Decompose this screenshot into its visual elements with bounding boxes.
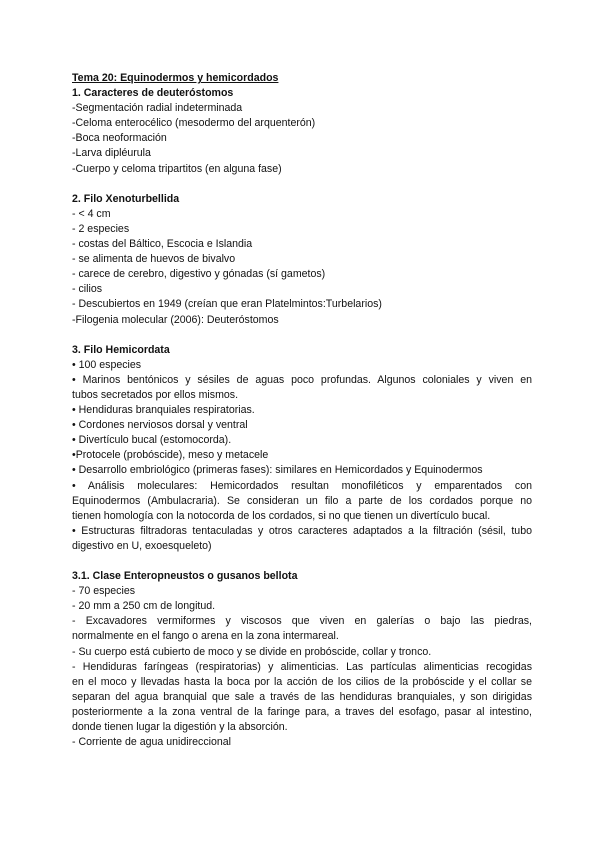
section-2-item: - cilios [72, 283, 103, 296]
section-3-line: • Hendiduras branquiales respiratorias. [72, 404, 255, 417]
section-3-1-line: - Excavadores vermiformes y viscosos que viven en galerías o bajo las piedras, [72, 615, 532, 628]
spacer [72, 177, 532, 192]
section-3-1-line: separan del agua branquial que sale a través de las hendiduras branquiales, y son dirigidas [72, 690, 532, 703]
section-2-item: - se alimenta de huevos de bivalvo [72, 253, 236, 266]
section-3-line: • Análisis moleculares: Hemicordados resultan monofiléticos y emparentados con [72, 479, 532, 492]
section-1-item: -Celoma enterocélico (mesodermo del arquenterón) [72, 117, 316, 130]
section-3-line: Equinodermos (Ambulacraria). Se consideran un filo a parte de los cordados porque no [72, 494, 532, 507]
section-3-line: • Divertículo bucal (estomocorda). [72, 434, 232, 447]
spacer [72, 328, 532, 343]
section-3-1-line: - 20 mm a 250 cm de longitud. [72, 600, 216, 613]
section-3-1-line: en el moco y llevadas hasta la boca por la acción de los cilios de la probóscide y el collar se [72, 675, 532, 688]
section-1-item: -Segmentación radial indeterminada [72, 102, 243, 115]
section-3-line: • Cordones nerviosos dorsal y ventral [72, 419, 248, 432]
section-3-1-line: - Su cuerpo está cubierto de moco y se divide en probóscide, collar y tronco. [72, 645, 432, 658]
section-3-line: • Desarrollo embriológico (primeras fases): similares en Hemicordados y Equinodermos [72, 464, 483, 477]
section-2-item: - carece de cerebro, digestivo y gónadas (sí gametos) [72, 268, 326, 281]
section-3-line: •Protocele (probóscide), meso y metacele [72, 449, 269, 462]
section-2-item: -Filogenia molecular (2006): Deuteróstomos [72, 313, 279, 326]
document-page [72, 71, 532, 750]
document-title: Tema 20: Equinodermos y hemicordados [72, 72, 279, 84]
section-3-1-line: donde tienen lugar la digestión y la absorción. [72, 721, 288, 734]
section-3-line: digestivo en U, exoesqueleto) [72, 539, 212, 552]
section-1-item: -Cuerpo y celoma tripartitos (en alguna fase) [72, 162, 282, 175]
section-1-heading: 1. Caracteres de deuteróstomos [72, 87, 234, 100]
section-3-line: • Estructuras filtradoras tentaculadas y otros caracteres adaptados a la filtración (sésil, tubo [72, 524, 532, 537]
section-3-line: • 100 especies [72, 358, 142, 371]
section-2-item: - Descubiertos en 1949 (creían que eran Platelmintos:Turbelarios) [72, 298, 382, 311]
section-3-1-line: - 70 especies [72, 585, 136, 598]
section-3-heading: 3. Filo Hemicordata [72, 343, 170, 356]
section-2-heading: 2. Filo Xenoturbellida [72, 192, 180, 205]
section-3-line: tubos secretados por ellos mismos. [72, 388, 239, 401]
section-2-item: - 2 especies [72, 222, 130, 235]
section-2-item: - < 4 cm [72, 207, 111, 220]
section-1-item: -Boca neoformación [72, 132, 167, 145]
section-3-1-line: normalmente en el fango o arena en la zona intermareal. [72, 630, 339, 643]
section-3-1-heading: 3.1. Clase Enteropneustos o gusanos bellota [72, 570, 298, 583]
spacer [72, 554, 532, 569]
section-2-item: - costas del Báltico, Escocia e Islandia [72, 238, 253, 251]
section-3-line: tienen homología con la notocorda de los cordados, si no que tienen un divertículo bucal. [72, 509, 491, 522]
section-1-item: -Larva dipléurula [72, 147, 151, 160]
section-3-1-line: posteriormente a la zona ventral de la faringe para, a traves del esofago, pasar al intestino, [72, 705, 532, 718]
section-3-1-line: - Corriente de agua unidireccional [72, 736, 231, 749]
section-3-line: • Marinos bentónicos y sésiles de aguas poco profundas. Algunos coloniales y viven en [72, 373, 532, 386]
section-3-1-line: - Hendiduras faríngeas (respiratorias) y alimenticias. Las partículas alimenticias recogidas [72, 660, 532, 673]
